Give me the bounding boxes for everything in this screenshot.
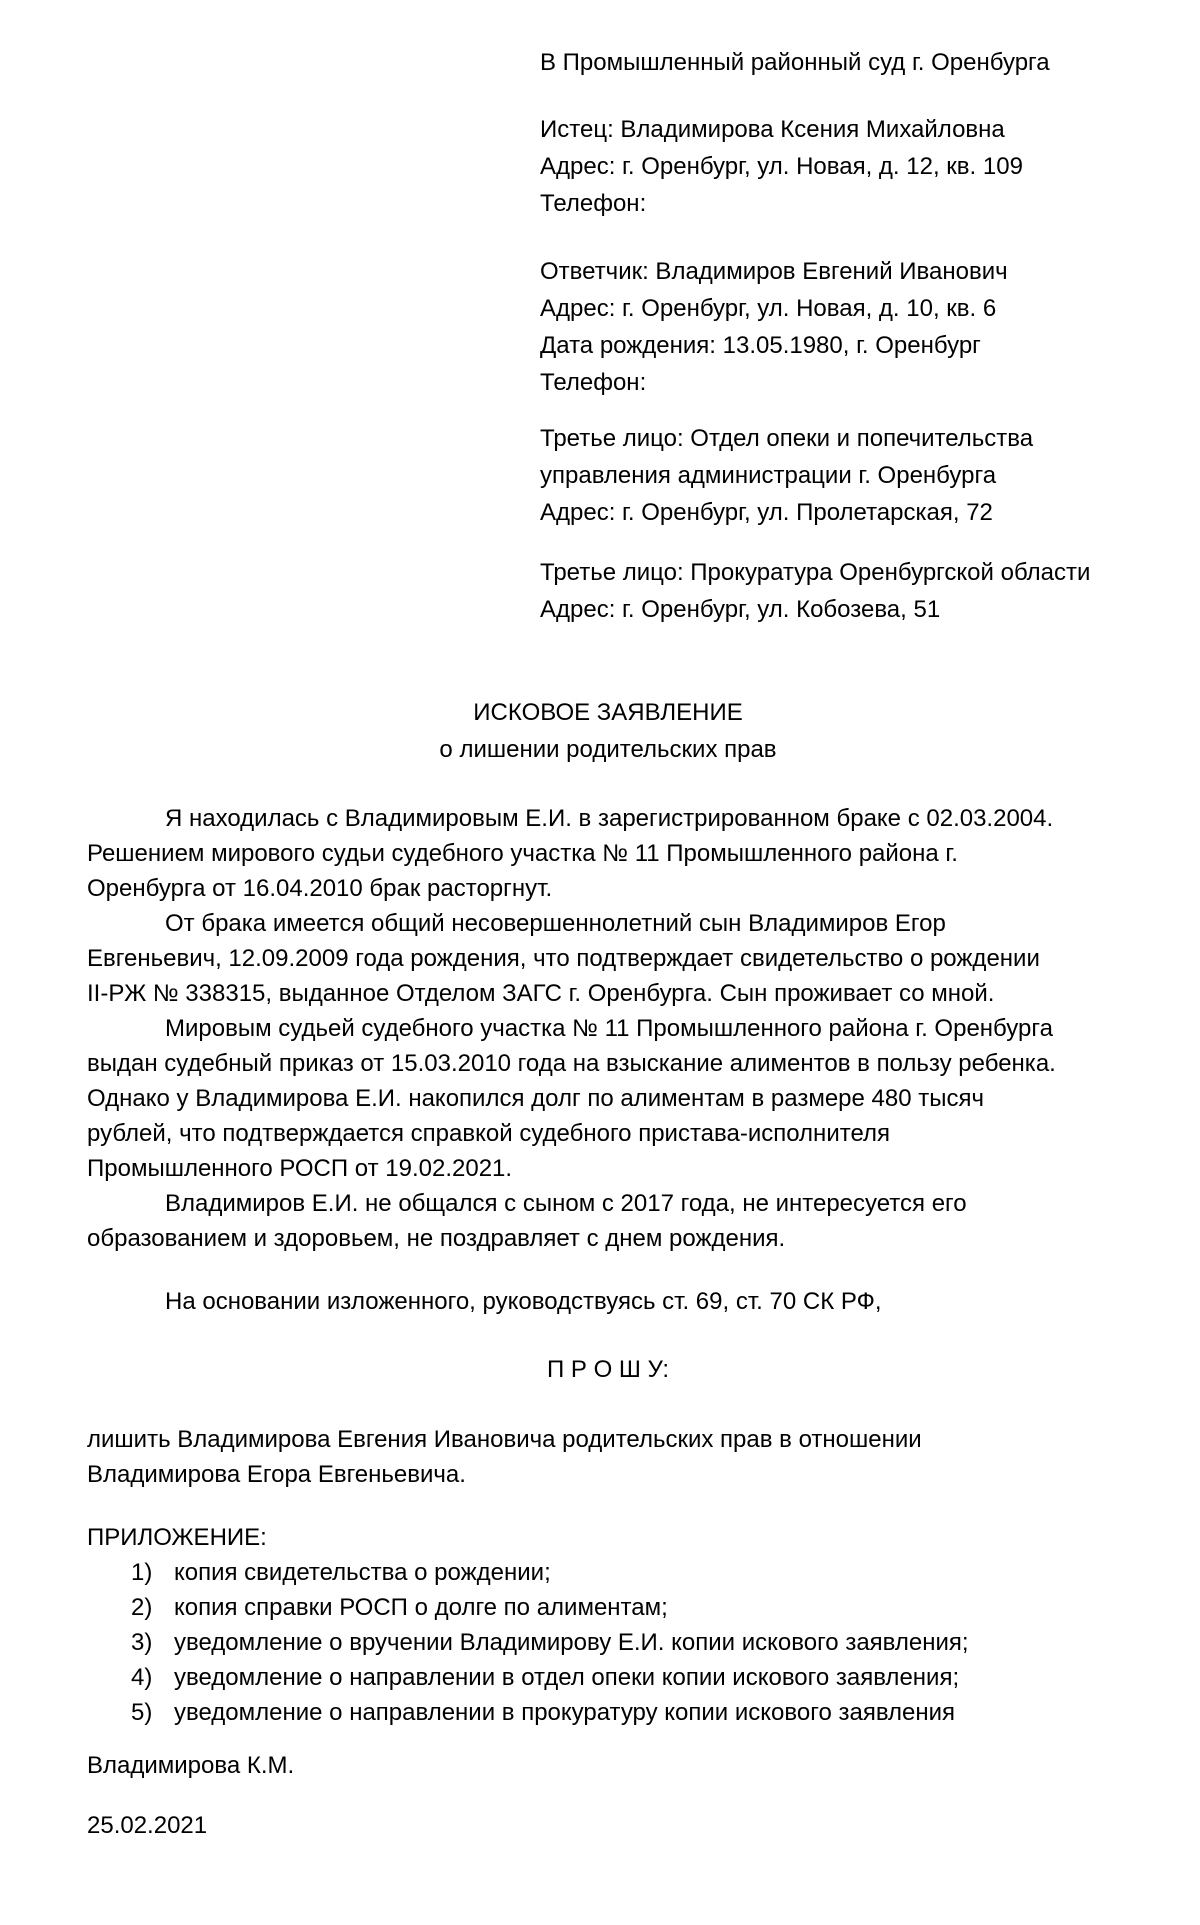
body-line: Однако у Владимирова Е.И. накопился долг по алиментам в размере 480 тысяч <box>87 1085 984 1112</box>
body-line: рублей, что подтверждается справкой судебного пристава-исполнителя <box>87 1120 890 1147</box>
attachment-number: 5) <box>131 1699 153 1726</box>
attachment-number: 1) <box>131 1559 153 1586</box>
request-line: Владимирова Егора Евгеньевича. <box>87 1461 466 1488</box>
attachments-heading: ПРИЛОЖЕНИЕ: <box>87 1524 267 1551</box>
third-party-2-address-line: Адрес: г. Оренбург, ул. Кобозева, 51 <box>540 596 941 623</box>
document-body <box>87 801 1129 1843</box>
attachment-text: копия справки РОСП о долге по алиментам; <box>174 1594 668 1621</box>
third-party-2-block <box>540 554 1200 628</box>
third-party-2-name-line: Третье лицо: Прокуратура Оренбургской области <box>540 559 1091 586</box>
statement-paragraphs <box>87 801 1129 1256</box>
body-line: выдан судебный приказ от 15.03.2010 года на взыскание алиментов в пользу ребенка. <box>87 1050 1056 1077</box>
body-line: Промышленного РОСП от 19.02.2021. <box>87 1155 513 1182</box>
court-header <box>540 44 1200 628</box>
attachment-number: 3) <box>131 1629 153 1656</box>
title-block <box>87 694 1129 768</box>
defendant-name-line: Ответчик: Владимиров Евгений Иванович <box>540 258 1008 285</box>
defendant-phone-line: Телефон: <box>540 369 647 396</box>
third-party-1-name-line: Третье лицо: Отдел опеки и попечительства <box>540 425 1034 452</box>
signature-line: Владимирова К.М. <box>87 1752 295 1779</box>
attachment-text: уведомление о направлении в отдел опеки копии искового заявления; <box>174 1664 960 1691</box>
body-line: Евгеньевич, 12.09.2009 года рождения, что подтверждает свидетельство о рождении <box>87 945 1040 972</box>
body-line: II-РЖ № 338315, выданное Отделом ЗАГС г. Оренбурга. Сын проживает со мной. <box>87 980 995 1007</box>
attachment-number: 2) <box>131 1594 153 1621</box>
request-block <box>87 1422 1129 1492</box>
attachments-list <box>87 1555 1129 1730</box>
third-party-1-address-line: Адрес: г. Оренбург, ул. Пролетарская, 72 <box>540 499 993 526</box>
date-line: 25.02.2021 <box>87 1812 208 1839</box>
body-line: образованием и здоровьем, не поздравляет с днем рождения. <box>87 1225 786 1252</box>
attachment-item <box>87 1660 1129 1695</box>
attachment-item <box>87 1590 1129 1625</box>
request-line: лишить Владимирова Евгения Ивановича родительских прав в отношении <box>87 1426 922 1453</box>
body-line: От брака имеется общий несовершеннолетний сын Владимиров Егор <box>165 910 946 937</box>
attachment-item <box>87 1625 1129 1660</box>
attachment-text: уведомление о вручении Владимирову Е.И. копии искового заявления; <box>174 1629 969 1656</box>
court-name-line: В Промышленный районный суд г. Оренбурга <box>540 49 1050 76</box>
attachment-item <box>87 1555 1129 1590</box>
document-subtitle: о лишении родительских прав <box>439 736 777 763</box>
document-title: ИСКОВОЕ ЗАЯВЛЕНИЕ <box>473 699 743 726</box>
plaintiff-address-line: Адрес: г. Оренбург, ул. Новая, д. 12, кв. 109 <box>540 153 1023 180</box>
body-line: Решением мирового судьи судебного участка № 11 Промышленного района г. <box>87 840 958 867</box>
attachment-text: копия свидетельства о рождении; <box>174 1559 551 1586</box>
body-line: Владимиров Е.И. не общался с сыном с 2017 года, не интересуется его <box>165 1190 967 1217</box>
third-party-1-name-line-2: управления администрации г. Оренбурга <box>540 462 997 489</box>
body-line: Оренбурга от 16.04.2010 брак расторгнут. <box>87 875 553 902</box>
request-heading: П Р О Ш У: <box>547 1356 669 1383</box>
attachment-number: 4) <box>131 1664 153 1691</box>
body-line: Я находилась с Владимировым Е.И. в зарегистрированном браке с 02.03.2004. <box>165 805 1054 832</box>
defendant-address-line: Адрес: г. Оренбург, ул. Новая, д. 10, кв. 6 <box>540 295 997 322</box>
body-line: Мировым судьей судебного участка № 11 Промышленного района г. Оренбурга <box>165 1015 1053 1042</box>
plaintiff-phone-line: Телефон: <box>540 190 647 217</box>
defendant-birthdate-line: Дата рождения: 13.05.1980, г. Оренбург <box>540 332 981 359</box>
third-party-1-block <box>540 420 1200 531</box>
attachment-item <box>87 1695 1129 1730</box>
attachment-text: уведомление о направлении в прокуратуру копии искового заявления <box>174 1699 956 1726</box>
plaintiff-name-line: Истец: Владимирова Ксения Михайловна <box>540 116 1005 143</box>
legal-basis-line: На основании изложенного, руководствуясь ст. 69, ст. 70 СК РФ, <box>165 1288 882 1315</box>
plaintiff-block <box>540 111 1200 222</box>
defendant-block <box>540 253 1200 401</box>
